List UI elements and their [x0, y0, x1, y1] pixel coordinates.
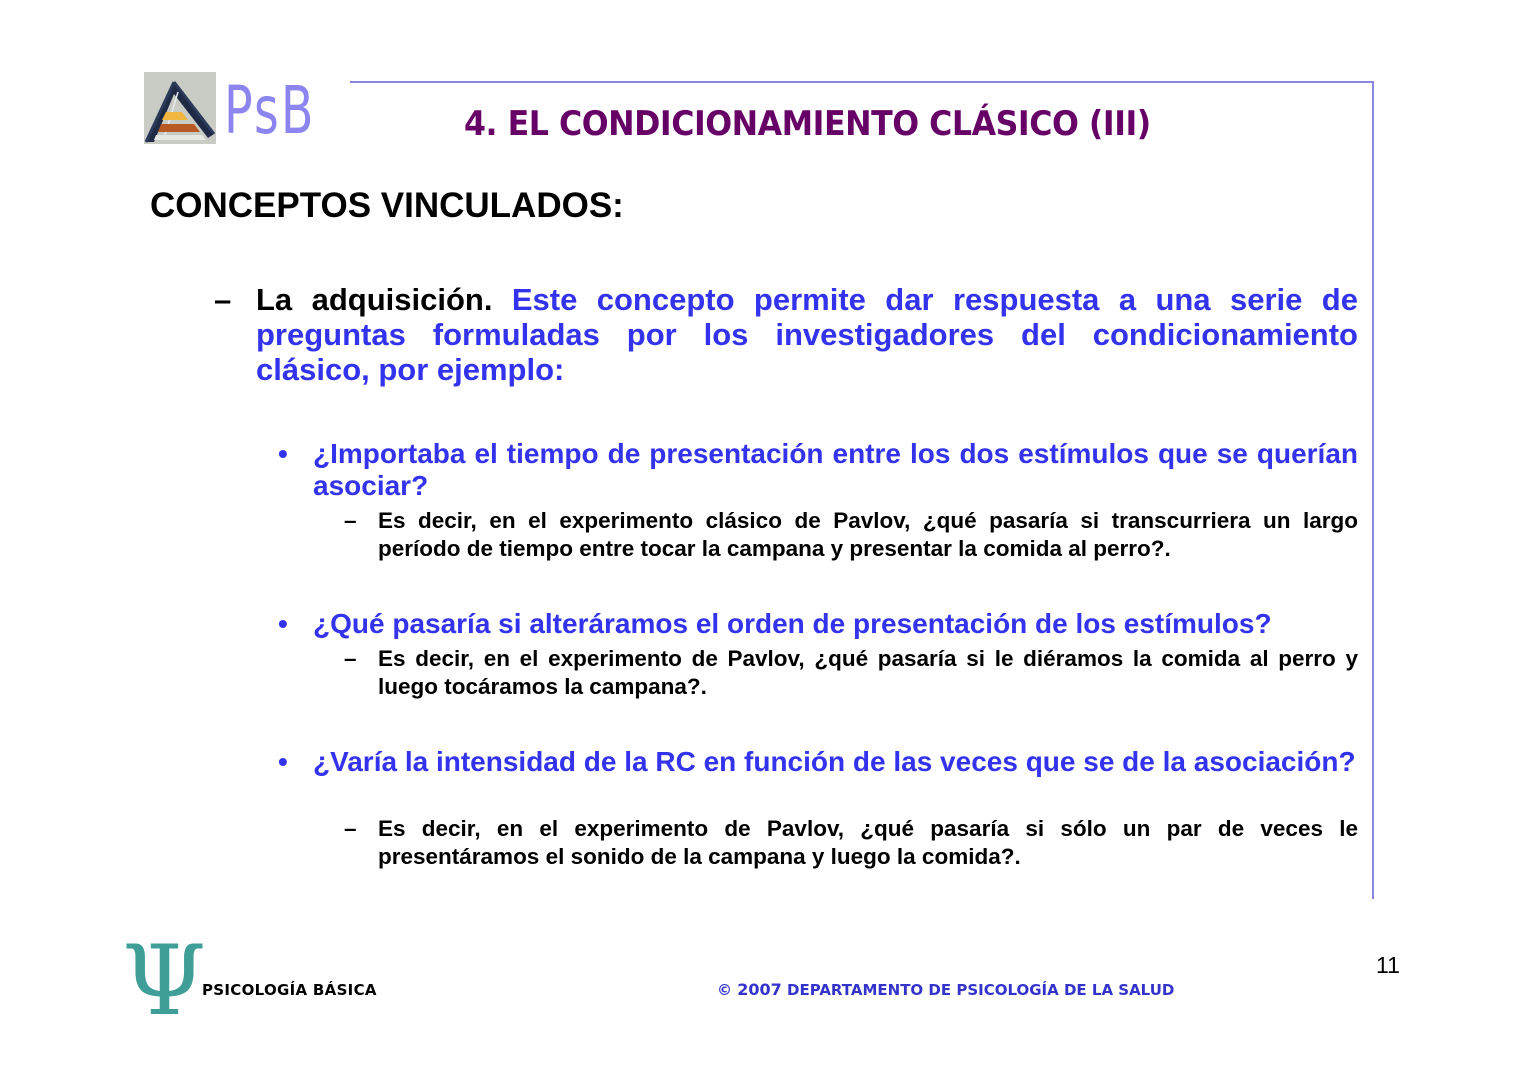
concept-item: [214, 282, 1358, 387]
concept-intro: Este concepto permite dar respuesta a una serie de preguntas formuladas por los investigadores del condicionamiento clásico, por ejemplo:: [256, 282, 1358, 387]
psi-icon: Ψ: [122, 925, 207, 1037]
footer-copyright: [717, 980, 1174, 999]
page-number: 11: [1376, 952, 1400, 978]
department-name: DEPARTAMENTO DE PSICOLOGÍA DE LA SALUD: [787, 981, 1175, 999]
question-item: [278, 746, 1358, 778]
dash-marker: –: [344, 508, 357, 533]
detail-text: Es decir, en el experimento de Pavlov, ¿qué pasaría si le diéramos la comida al perro y luego tocáramos la campana?.: [378, 646, 1358, 699]
question-detail: [344, 815, 1358, 871]
psb-logo: [144, 72, 324, 150]
question-text: ¿Varía la intensidad de la RC en función de las veces que se de la asociación?: [313, 746, 1356, 777]
dash-marker: –: [214, 282, 232, 317]
slide-title: 4. EL CONDICIONAMIENTO CLÁSICO (III): [464, 104, 1151, 144]
question-detail: [344, 645, 1358, 701]
dash-marker: –: [344, 646, 357, 671]
question-item: [278, 608, 1358, 640]
bullet-marker: •: [278, 746, 288, 777]
concept-lead: La adquisición.: [256, 282, 493, 317]
question-text: ¿Importaba el tiempo de presentación entre los dos estímulos que se querían asociar?: [313, 438, 1358, 501]
university-logo-icon: [144, 72, 216, 144]
section-heading: CONCEPTOS VINCULADOS:: [150, 186, 624, 225]
logo-text: PsB: [224, 72, 316, 149]
dash-marker: –: [344, 816, 357, 841]
bullet-marker: •: [278, 438, 288, 469]
detail-text: Es decir, en el experimento clásico de Pavlov, ¿qué pasaría si transcurriera un largo período de tiempo entre tocar la campana y presentar la comida al perro?.: [378, 508, 1358, 561]
frame-right-border: [1372, 81, 1374, 899]
frame-top-border: [350, 81, 1374, 83]
question-detail: [344, 507, 1358, 563]
detail-text: Es decir, en el experimento de Pavlov, ¿qué pasaría si sólo un par de veces le presentáramos el sonido de la campana y luego la comida?.: [378, 816, 1358, 869]
copyright-year: 2007: [737, 980, 782, 999]
footer-course: PSICOLOGÍA BÁSICA: [202, 981, 377, 999]
copyright-icon: ©: [717, 981, 732, 999]
question-text: ¿Qué pasaría si alteráramos el orden de presentación de los estímulos?: [313, 608, 1272, 639]
question-item: [278, 438, 1358, 502]
bullet-marker: •: [278, 608, 288, 639]
